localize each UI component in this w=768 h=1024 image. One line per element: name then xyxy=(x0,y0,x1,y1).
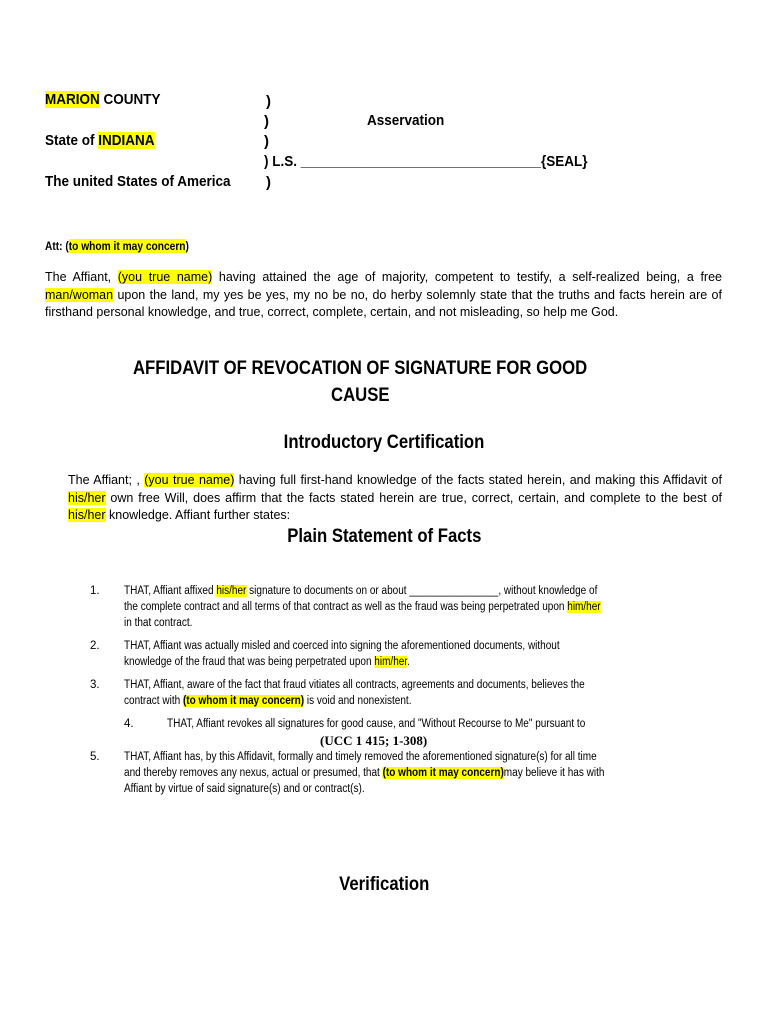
item-3-number: 3. xyxy=(90,679,100,691)
state-line xyxy=(45,132,167,150)
his-her-highlight-1: his/her xyxy=(68,490,106,505)
intro-paragraph: The Affiant, (you true name) having attained the age of majority, competent to testify, a self-realized being, a free man/woman upon the land, my yes be yes, my no be no, do herby solemnly state that the truths and facts herein are of firsthand personal knowledge, and true, correct, complete, certain, and not misleading, so help me God. xyxy=(45,270,722,319)
facts-heading: Plain Statement of Facts xyxy=(286,526,482,547)
item-2-text: THAT, Affiant was actually misled and coerced into signing the aforementioned documents, without knowledge of the fraud that was being perpetrated upon him/her. xyxy=(124,640,560,668)
his-her-highlight-3: his/her xyxy=(216,585,247,597)
county-label: COUNTY xyxy=(99,91,161,108)
item-3-text: THAT, Affiant, aware of the fact that fraud vitiates all contracts, agreements and documents, believes the contract with (to whom it may concern) is void and nonexistent. xyxy=(124,679,585,707)
county-name: MARION xyxy=(45,91,100,108)
true-name-highlight-2: (you true name) xyxy=(144,473,235,487)
intro-cert-paragraph: The Affiant; , (you true name) having full first-hand knowledge of the facts stated herein, and making this Affidavit of his/her own free Will, does affirm that the facts stated herein are true, correct, certain, and complete to the best of his/her knowledge. Affiant further states: xyxy=(68,473,722,522)
him-her-highlight-2: him/her xyxy=(374,656,408,668)
verification-heading: Verification xyxy=(338,874,430,895)
ls-seal-line xyxy=(264,153,623,171)
item-1-text: THAT, Affiant affixed his/her signature to documents on or about ________________, without knowledge of the complete contract and all terms of that contract as well as the fraud was being perpetrated upon him/her in that contract. xyxy=(124,585,601,629)
county-line xyxy=(45,91,173,109)
nation-line xyxy=(45,173,251,191)
his-her-highlight-2: his/her xyxy=(68,508,106,522)
item-2-number: 2. xyxy=(90,640,100,652)
him-her-highlight-1: him/her xyxy=(567,601,601,613)
item-4-number: 4. xyxy=(124,718,134,730)
att-line: Att: (to whom it may concern) xyxy=(45,239,189,253)
paren-1: ) xyxy=(266,93,271,110)
item-5-text: THAT, Affiant has, by this Affidavit, formally and timely removed the aforementioned signature(s) for all time and thereby removes any nexus, actual or presumed, that (to whom it may concern)may believe it has with Affiant by virtue of said signature(s) and or contract(s). xyxy=(124,751,605,795)
state-name: INDIANA xyxy=(98,132,155,149)
state-label: State of xyxy=(45,132,99,149)
to-whom-highlight-3: (to whom it may concern) xyxy=(382,767,504,779)
paren-5: ) xyxy=(266,174,271,191)
to-whom-highlight: to whom it may concern xyxy=(68,239,186,253)
intro-cert-heading: Introductory Certification xyxy=(283,432,485,453)
man-woman-highlight: man/woman xyxy=(45,287,114,302)
document-title xyxy=(60,355,660,409)
paren-3: ) xyxy=(264,133,269,150)
to-whom-highlight-2: (to whom it may concern) xyxy=(182,695,305,707)
ucc-citation: (UCC 1 415; 1-308) xyxy=(320,733,428,748)
nation-text: The united States of America xyxy=(45,173,231,190)
item-5-number: 5. xyxy=(90,751,100,763)
paren-2: ) xyxy=(264,113,269,130)
title-line-1: AFFIDAVIT OF REVOCATION OF SIGNATURE FOR GOOD xyxy=(132,358,588,379)
ls-seal-text: ) L.S. ________________________________{SEAL} xyxy=(264,153,588,170)
item-4-text: THAT, Affiant revokes all signatures for good cause, and "Without Recourse to Me" pursuant to xyxy=(167,718,586,730)
true-name-highlight: (you true name) xyxy=(117,270,213,284)
asservation-label: Asservation xyxy=(367,112,445,129)
item-1-number: 1. xyxy=(90,585,100,597)
title-line-2: CAUSE xyxy=(330,385,390,406)
